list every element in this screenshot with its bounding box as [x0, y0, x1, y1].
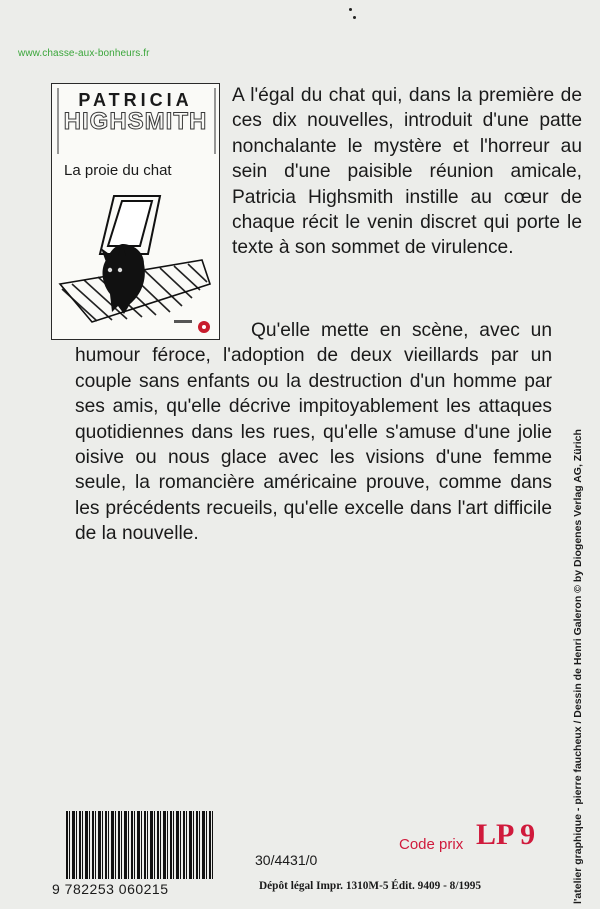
cat-door-illustration	[52, 84, 221, 341]
watermark-url: www.chasse-aux-bonheurs.fr	[18, 48, 150, 59]
blurb-paragraph-1: A l'égal du chat qui, dans la première de ces dix nouvelles, introduit d'une patte nonchalante le mystère et l'horreur au sein d'une paisible réunion amicale, Patricia Highsmith instille au cœur de chaque récit le venin discret qui porte le texte à son sommet de virulence.	[232, 85, 582, 259]
cover-thumbnail	[51, 83, 220, 340]
thumbnail-author-last: HIGHSMITH	[63, 108, 208, 135]
blurb-body	[75, 318, 552, 547]
legal-deposit: Dépôt légal Impr. 1310M-5 Édit. 9409 - 8/1995	[259, 880, 482, 892]
blurb-intro	[232, 83, 582, 261]
design-credit: l'atelier graphique - pierre faucheux / Dessin de Henri Galeron © by Diogenes Verlag AG, Zürich	[572, 429, 584, 904]
thumbnail-author-first: PATRICIA	[78, 90, 193, 110]
catalog-reference: 30/4431/0	[255, 852, 318, 868]
barcode-digits: 9 782253 060215	[52, 881, 169, 897]
price-code-label: Code prix	[399, 836, 464, 853]
thumbnail-book-title: La proie du chat	[64, 162, 172, 179]
barcode	[66, 811, 214, 879]
blurb-paragraph-2: Qu'elle mette en scène, avec un humour féroce, l'adoption de deux vieillards par un couple sans enfants ou la destruction d'un homme par ses amis, qu'elle décrive impitoyablement les attaques quotidiennes dans les rues, qu'elle s'amuse d'une jolie oisive ou nous glace avec les visions d'une femme seule, la romancière américaine prouve, comme dans les précédents recueils, qu'elle excelle dans l'art difficile de la nouvelle.	[75, 320, 552, 545]
speck	[353, 16, 356, 19]
speck	[349, 8, 352, 11]
price-code-value: LP 9	[476, 818, 536, 851]
